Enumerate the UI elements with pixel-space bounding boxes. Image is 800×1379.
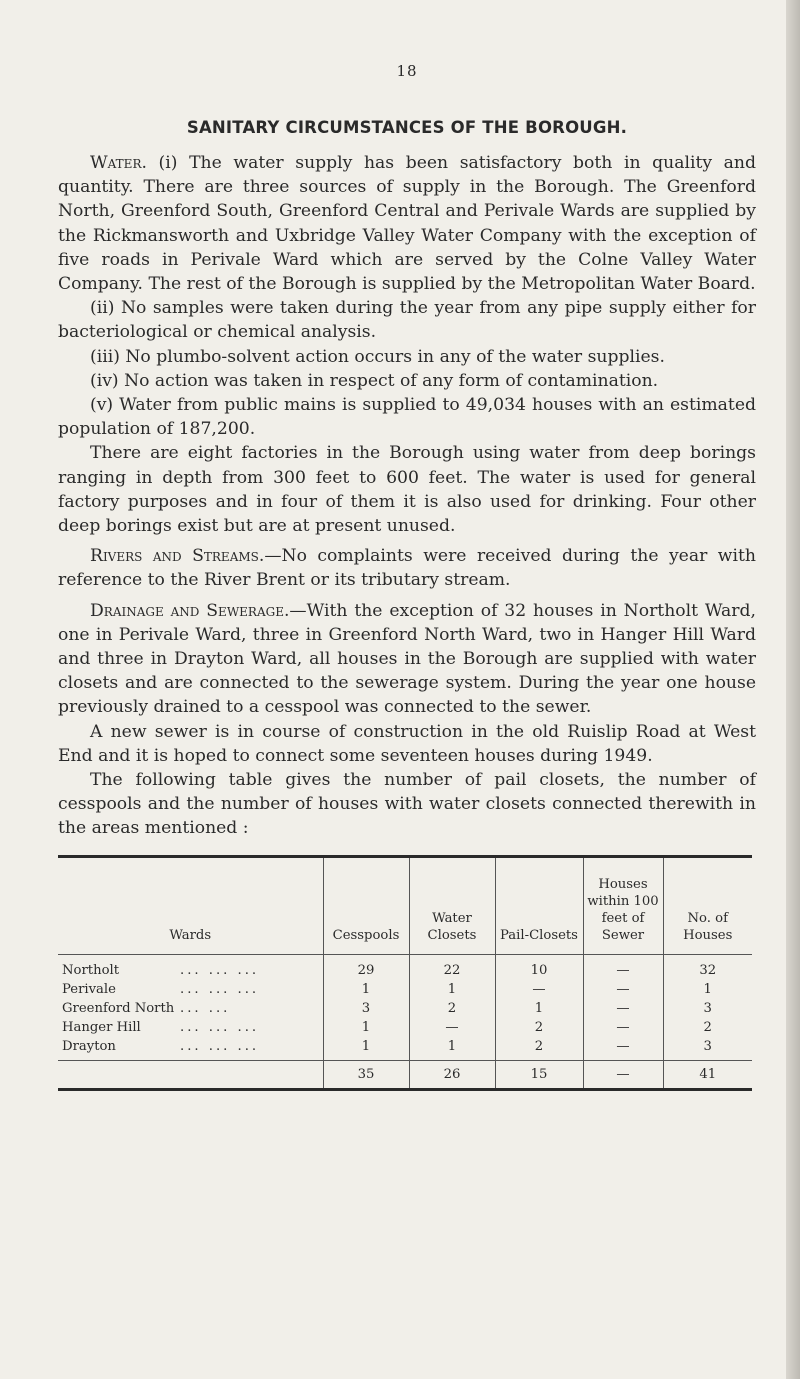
cell-houses-within-sewer: — [583, 1037, 663, 1061]
total-water-closets: 26 [409, 1060, 495, 1089]
cell-cesspools: 1 [323, 980, 409, 999]
cell-houses-within-sewer: — [583, 1018, 663, 1037]
cell-no-of-houses: 32 [663, 954, 752, 980]
cell-pail-closets: — [495, 980, 583, 999]
cell-houses-within-sewer: — [583, 980, 663, 999]
page-edge [786, 0, 800, 1379]
total-houses-within-sewer: — [583, 1060, 663, 1089]
totals-row [58, 1060, 752, 1089]
leader-dots: ... ... [180, 1000, 231, 1016]
leader-dots: ... ... ... [180, 1038, 260, 1054]
water-paragraph-1 [58, 151, 756, 296]
ward-cell [58, 1037, 323, 1061]
cell-no-of-houses: 1 [663, 980, 752, 999]
header-no-of-houses: No. of Houses [663, 856, 752, 954]
water-paragraph-2: (ii) No samples were taken during the year from any pipe supply either for bacteriological or chemical analysis. [58, 298, 756, 343]
cell-pail-closets: 10 [495, 954, 583, 980]
water-text-1: (i) The water supply has been satisfactory both in quality and quantity. There are three sources of supply in the Borough. The Greenford North, Greenford South, Greenford Central and Perivale Wards are supplied by the Rickmansworth and Uxbridge Valley Water Company with the exception of five roads in Perivale Ward which are served by the Colne Valley Water Company. The rest of the Borough is supplied by the Metropolitan Water Board. [58, 153, 756, 295]
water-paragraph-5: (v) Water from public mains is supplied to 49,034 houses with an estimated population of 187,200. [58, 395, 756, 440]
cell-houses-within-sewer: — [583, 954, 663, 980]
table-row [58, 1018, 752, 1037]
drainage-label: Drainage and Sewerage. [90, 600, 290, 621]
header-wards: Wards [58, 856, 323, 954]
total-cesspools: 35 [323, 1060, 409, 1089]
table-row [58, 999, 752, 1018]
drainage-paragraph-3: The following table gives the number of pail closets, the number of cesspools and the number of houses with water closets connected therewith in the areas mentioned : [58, 770, 756, 839]
page-number: 18 [396, 62, 418, 80]
drainage-paragraph-2: A new sewer is in course of construction in the old Ruislip Road at West End and it is hoped to connect some seventeen houses during 1949. [58, 721, 756, 766]
header-cesspools: Cesspools [323, 856, 409, 954]
rivers-text: —No complaints were received during the year with reference to the River Brent or its tributary stream. [58, 546, 756, 591]
table-row [58, 980, 752, 999]
ward-cell [58, 999, 323, 1018]
cell-pail-closets: 1 [495, 999, 583, 1018]
ward-name: Northolt [62, 962, 120, 978]
leader-dots: ... ... ... [180, 981, 260, 997]
ward-name: Drayton [62, 1038, 116, 1054]
totals-label-cell [58, 1060, 323, 1089]
water-paragraph-3: (iii) No plumbo-solvent action occurs in any of the water supplies. [90, 346, 665, 367]
table-row [58, 954, 752, 980]
total-pail-closets: 15 [495, 1060, 583, 1089]
cell-water-closets: 22 [409, 954, 495, 980]
rivers-paragraph [58, 544, 756, 592]
section-heading: SANITARY CIRCUMSTANCES OF THE BOROUGH. [186, 118, 628, 137]
total-no-of-houses: 41 [663, 1060, 752, 1089]
cell-cesspools: 29 [323, 954, 409, 980]
cell-no-of-houses: 3 [663, 999, 752, 1018]
cell-no-of-houses: 3 [663, 1037, 752, 1061]
water-label: Water. [90, 153, 147, 173]
cell-pail-closets: 2 [495, 1037, 583, 1061]
cell-no-of-houses: 2 [663, 1018, 752, 1037]
cell-water-closets: 1 [409, 1037, 495, 1061]
cell-water-closets: — [409, 1018, 495, 1037]
cell-houses-within-sewer: — [583, 999, 663, 1018]
ward-name: Hanger Hill [62, 1019, 141, 1035]
ward-name: Greenford North [62, 1000, 175, 1016]
cell-water-closets: 2 [409, 999, 495, 1018]
cell-water-closets: 1 [409, 980, 495, 999]
ward-name: Perivale [62, 981, 116, 997]
header-water-closets: Water Closets [409, 856, 495, 954]
leader-dots: ... ... ... [180, 962, 260, 978]
ward-cell [58, 980, 323, 999]
closets-table [58, 855, 752, 1091]
table-header-row [58, 856, 752, 954]
rivers-label: Rivers and Streams. [90, 546, 265, 567]
leader-dots: ... ... ... [180, 1019, 260, 1035]
cell-cesspools: 1 [323, 1018, 409, 1037]
drainage-paragraph-1 [58, 599, 756, 720]
water-paragraph-4: (iv) No action was taken in respect of any form of contamination. [90, 370, 659, 391]
header-pail-closets: Pail-Closets [495, 856, 583, 954]
cell-cesspools: 1 [323, 1037, 409, 1061]
ward-cell [58, 1018, 323, 1037]
water-paragraph-6: There are eight factories in the Borough using water from deep borings ranging in depth from 300 feet to 600 feet. The water is used for general factory purposes and in four of them it is also used for drinking. Four other deep borings exist but are at present unused. [58, 443, 756, 537]
header-houses-within-sewer: Houses within 100 feet of Sewer [583, 856, 663, 954]
document-page [58, 62, 756, 1091]
table-row [58, 1037, 752, 1061]
cell-cesspools: 3 [323, 999, 409, 1018]
drainage-text-1: —With the exception of 32 houses in Northolt Ward, one in Perivale Ward, three in Greenford North Ward, two in Hanger Hill Ward and three in Drayton Ward, all houses in the Borough are supplied with water closets and are connected to the sewerage system. During the year one house previously drained to a cesspool was connected to the sewer. [58, 600, 756, 718]
ward-cell [58, 954, 323, 980]
cell-pail-closets: 2 [495, 1018, 583, 1037]
